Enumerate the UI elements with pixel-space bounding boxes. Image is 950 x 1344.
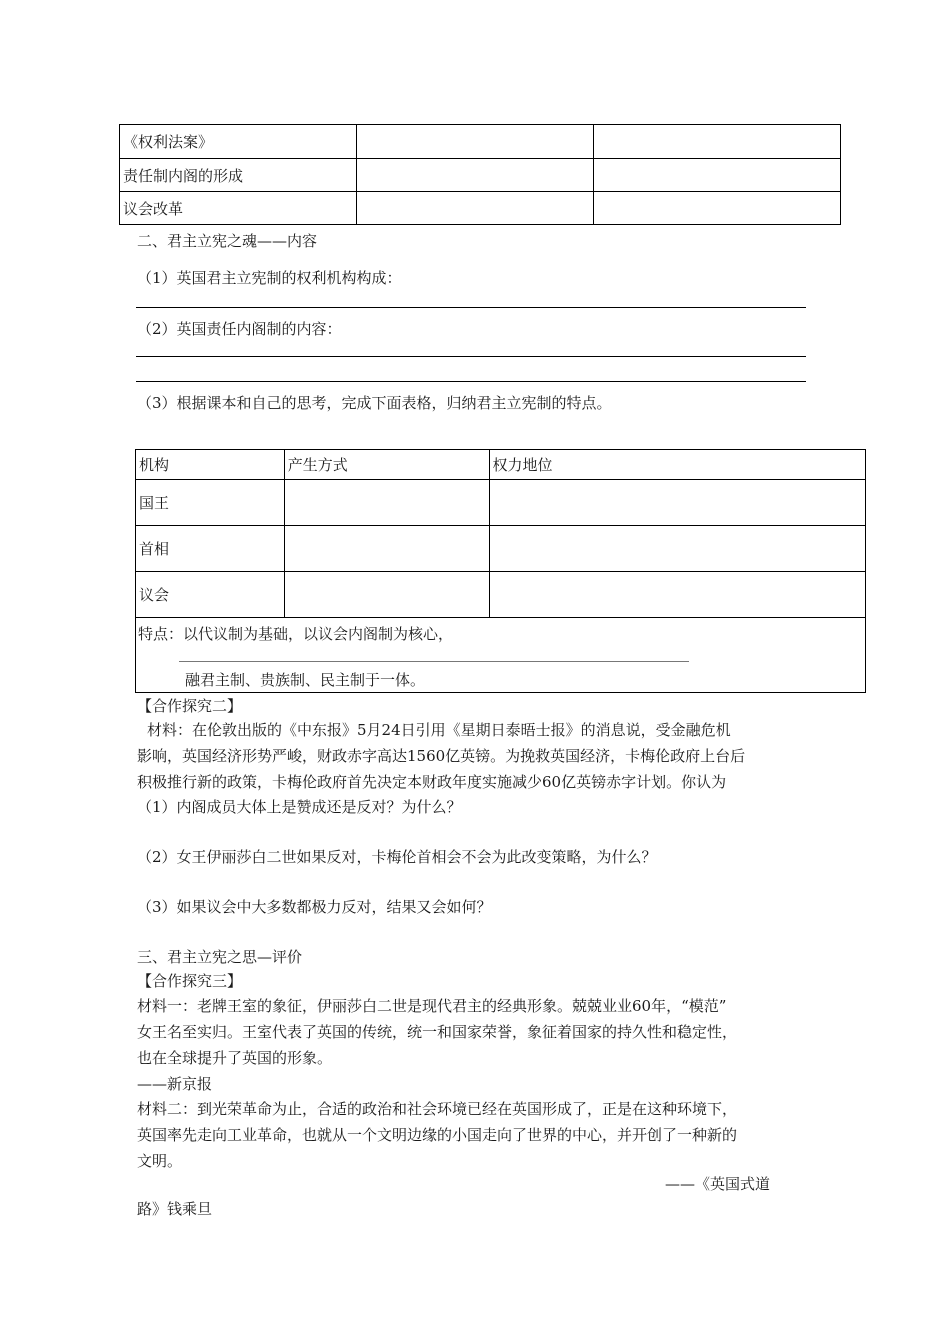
text-line: 材料二：到光荣革命为止，合适的政治和社会环境已经在英国形成了，正是在这种环境下， <box>137 1100 738 1118</box>
section-heading-3: 三、君主立宪之思—评价 <box>137 948 303 966</box>
table-cell-empty[interactable] <box>356 192 594 225</box>
table-cell-empty[interactable] <box>489 572 865 618</box>
explore2-question-1: （1）内阁成员大体上是赞成还是反对？为什么？ <box>137 798 462 816</box>
table-cell-empty[interactable] <box>594 125 841 159</box>
question-1: （1）英国君主立宪制的权利机构构成： <box>137 269 402 287</box>
text-line: 也在全球提升了英国的形象。 <box>137 1049 333 1067</box>
text-line: 文明。 <box>137 1152 183 1170</box>
text-line: 女王名至实归。王室代表了英国的传统，统一和国家荣誉，象征着国家的持久性和稳定性， <box>137 1023 738 1041</box>
answer-line[interactable] <box>136 307 806 308</box>
features-line-2: 融君主制、贵族制、民主制于一体。 <box>185 671 426 689</box>
table-row-label: 议会 <box>136 572 285 618</box>
answer-line[interactable] <box>136 356 806 357</box>
features-cell <box>136 618 866 693</box>
features-line-1: 特点：以代议制为基础，以议会内阁制为核心， <box>138 625 454 643</box>
table-cell-label: 议会改革 <box>120 192 357 225</box>
question-3: （3）根据课本和自己的思考，完成下面表格，归纳君主立宪制的特点。 <box>137 394 612 412</box>
fill-line[interactable] <box>179 661 689 662</box>
material-2 <box>137 1096 737 1174</box>
table-row-label: 国王 <box>136 480 285 526</box>
table-cell-empty[interactable] <box>489 526 865 572</box>
table-cell-empty[interactable] <box>356 125 594 159</box>
table-header: 权力地位 <box>489 450 865 480</box>
explore-title-3: 【合作探究三】 <box>137 972 243 990</box>
table-header: 机构 <box>136 450 285 480</box>
table-cell-empty[interactable] <box>284 526 489 572</box>
table-cell-label: 责任制内阁的形成 <box>120 159 357 192</box>
table-header: 产生方式 <box>284 450 489 480</box>
table-cell-empty[interactable] <box>284 572 489 618</box>
source-1: ——新京报 <box>137 1075 213 1093</box>
text-line: 材料：在伦敦出版的《中东报》5月24日引用《星期日泰晤士报》的消息说，受金融危机 <box>147 721 731 739</box>
text-line: 材料一：老牌王室的象征，伊丽莎白二世是现代君主的经典形象。兢兢业业60年，“模范” <box>137 997 727 1015</box>
text-line: 影响，英国经济形势严峻，财政赤字高达1560亿英镑。为挽救英国经济，卡梅伦政府上台后 <box>137 747 746 765</box>
explore-title-2: 【合作探究二】 <box>137 697 243 715</box>
text-line: 积极推行新的政策，卡梅伦政府首先决定本财政年度实施减少60亿英镑赤字计划。你认为 <box>137 773 727 791</box>
source-2-part-b: 路》钱乘旦 <box>137 1200 213 1218</box>
table-cell-empty[interactable] <box>594 192 841 225</box>
source-2-part-a: ——《英国式道 <box>665 1175 771 1193</box>
table-cell-empty[interactable] <box>356 159 594 192</box>
section-heading-2: 二、君主立宪之魂——内容 <box>137 232 318 250</box>
material-paragraph <box>137 717 745 795</box>
material-1 <box>137 993 737 1097</box>
history-table <box>119 124 841 225</box>
table-cell-empty[interactable] <box>489 480 865 526</box>
text-line: 英国率先走向工业革命，也就从一个文明边缘的小国走向了世界的中心，并开创了一种新的 <box>137 1126 738 1144</box>
table-cell-empty[interactable] <box>284 480 489 526</box>
explore2-question-3: （3）如果议会中大多数都极力反对，结果又会如何？ <box>137 898 492 916</box>
answer-line[interactable] <box>136 381 806 382</box>
table-cell-empty[interactable] <box>594 159 841 192</box>
table-cell-label: 《权利法案》 <box>120 125 357 159</box>
table-row-label: 首相 <box>136 526 285 572</box>
question-2: （2）英国责任内阁制的内容： <box>137 320 342 338</box>
features-table <box>135 449 866 693</box>
explore2-question-2: （2）女王伊丽莎白二世如果反对，卡梅伦首相会不会为此改变策略，为什么？ <box>137 848 657 866</box>
